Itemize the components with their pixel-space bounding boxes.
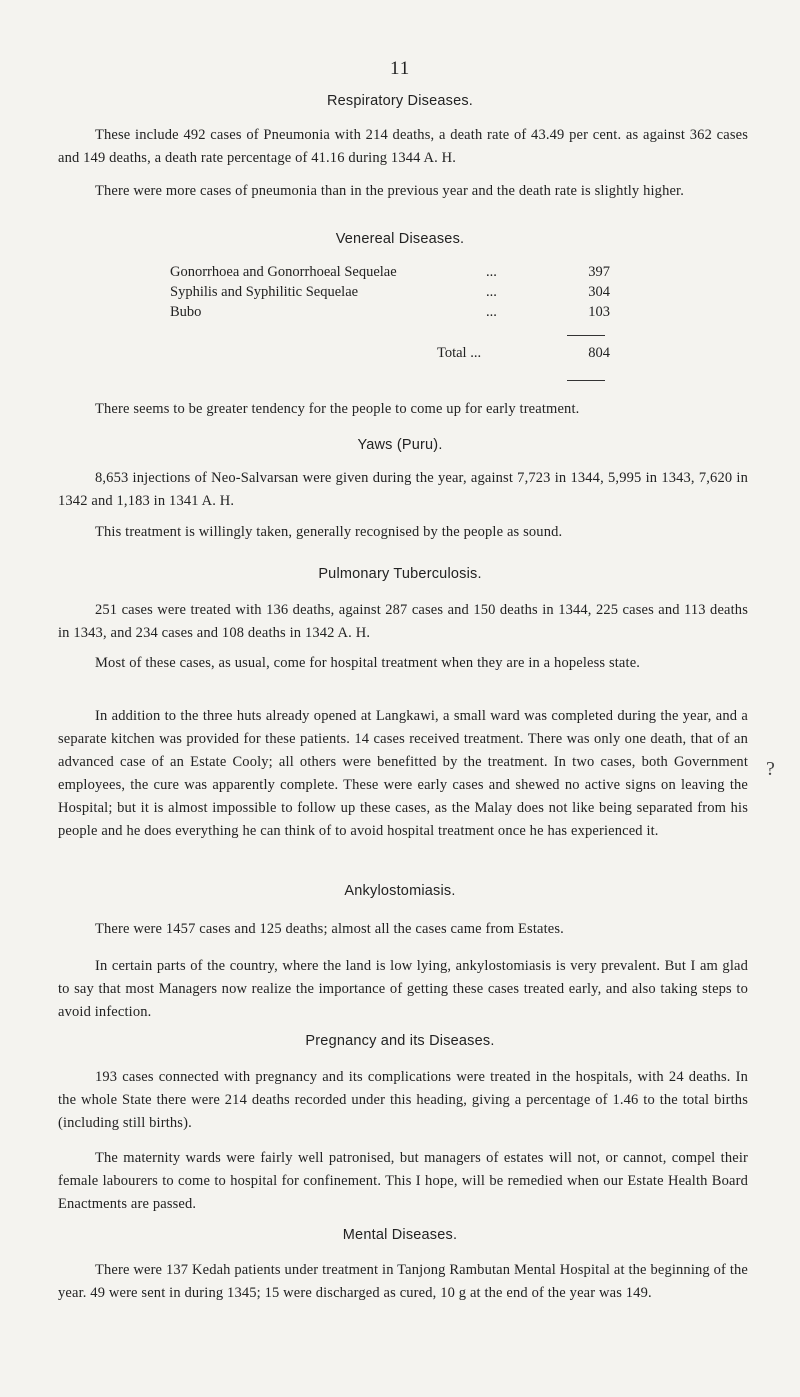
heading-ankylostomiasis: Ankylostomiasis. [344, 883, 456, 899]
mental-paragraph-1: There were 137 Kedah patients under treatment in Tanjong Rambutan Mental Hospital at the beginning of the year. 49 were sent in during 1345; 15 were discharged as cured, 10 g at the end of the year was 149. [58, 1262, 748, 1301]
table-row [170, 264, 610, 284]
tuberculosis-paragraph-1: 251 cases were treated with 136 deaths, against 287 cases and 150 deaths in 1344, 225 cases and 113 deaths in 1343, and 234 cases and 108 deaths in 1342 A. H. [58, 602, 748, 641]
yaws-paragraph-1: 8,653 injections of Neo-Salvarsan were given during the year, against 7,723 in 1344, 5,995 in 1343, 7,620 in 1342 and 1,183 in 1341 A. H. [58, 470, 748, 509]
respiratory-paragraph-2: There were more cases of pneumonia than in the previous year and the death rate is slightly higher. [95, 183, 685, 199]
tuberculosis-paragraph-2: Most of these cases, as usual, come for hospital treatment when they are in a hopeless state. [95, 655, 641, 671]
sum-rule-bottom [567, 380, 605, 381]
row-value: 304 [588, 284, 610, 300]
row-value: 103 [588, 304, 610, 320]
pregnancy-paragraph-1: 193 cases connected with pregnancy and its complications were treated in the hospitals, with 24 deaths. In the whole State there were 214 deaths recorded under this heading, giving a percentage of 1.46 to the total births (including still births). [58, 1069, 748, 1131]
respiratory-paragraph-1: These include 492 cases of Pneumonia with 214 deaths, a death rate of 43.49 per cent. as against 362 cases and 149 deaths, a death rate percentage of 41.16 during 1344 A. H. [58, 127, 748, 166]
tuberculosis-paragraph-3: In addition to the three huts already opened at Langkawi, a small ward was completed during the year, and a separate kitchen was provided for these patients. 14 cases received treatment. There was only one death, that of an advanced case of an Estate Cooly; all others were benefitted by the treatment. In two cases, both Government employees, the cure was apparently complete. These were early cases and shewed no active signs on leaving the Hospital; but it is almost impossible to follow up these cases, as the Malay does not like being separated from his people and he does everything he can think of to avoid hospital treatment once he has experienced it. [58, 708, 748, 839]
ankylostomiasis-paragraph-1: There were 1457 cases and 125 deaths; almost all the cases came from Estates. [95, 921, 564, 937]
row-label: Bubo [170, 304, 202, 320]
table-row [170, 284, 610, 304]
sum-rule-top [567, 335, 605, 336]
margin-annotation: ? [766, 758, 775, 780]
venereal-total [170, 345, 610, 365]
row-leader: ... [486, 304, 497, 320]
row-value: 397 [588, 264, 610, 280]
total-value: 804 [588, 345, 610, 361]
heading-mental: Mental Diseases. [342, 1227, 458, 1243]
table-row [170, 304, 610, 324]
row-label: Gonorrhoea and Gonorrhoeal Sequelae [170, 264, 397, 280]
heading-pregnancy: Pregnancy and its Diseases. [305, 1033, 495, 1049]
row-label: Syphilis and Syphilitic Sequelae [170, 284, 359, 300]
heading-respiratory: Respiratory Diseases. [326, 93, 474, 109]
row-leader: ... [486, 284, 497, 300]
venereal-table [170, 264, 610, 324]
heading-yaws: Yaws (Puru). [357, 437, 443, 453]
page-number: 11 [390, 58, 411, 79]
total-label: Total ... [437, 345, 482, 361]
heading-tuberculosis: Pulmonary Tuberculosis. [318, 566, 482, 582]
row-leader: ... [486, 264, 497, 280]
yaws-paragraph-2: This treatment is willingly taken, generally recognised by the people as sound. [95, 524, 563, 540]
total-row [170, 345, 610, 365]
pregnancy-paragraph-2: The maternity wards were fairly well patronised, but managers of estates will not, or cannot, compel their female labourers to come to hospital for confinement. This I hope, will be remedied when our Estate Health Board Enactments are passed. [58, 1150, 748, 1212]
ankylostomiasis-paragraph-2: In certain parts of the country, where the land is low lying, ankylostomiasis is very prevalent. But I am glad to say that most Managers now realize the importance of getting these cases treated early, and also taking steps to avoid infection. [58, 958, 748, 1020]
heading-venereal: Venereal Diseases. [335, 231, 465, 247]
venereal-paragraph-1: There seems to be greater tendency for the people to come up for early treatment. [95, 401, 580, 417]
